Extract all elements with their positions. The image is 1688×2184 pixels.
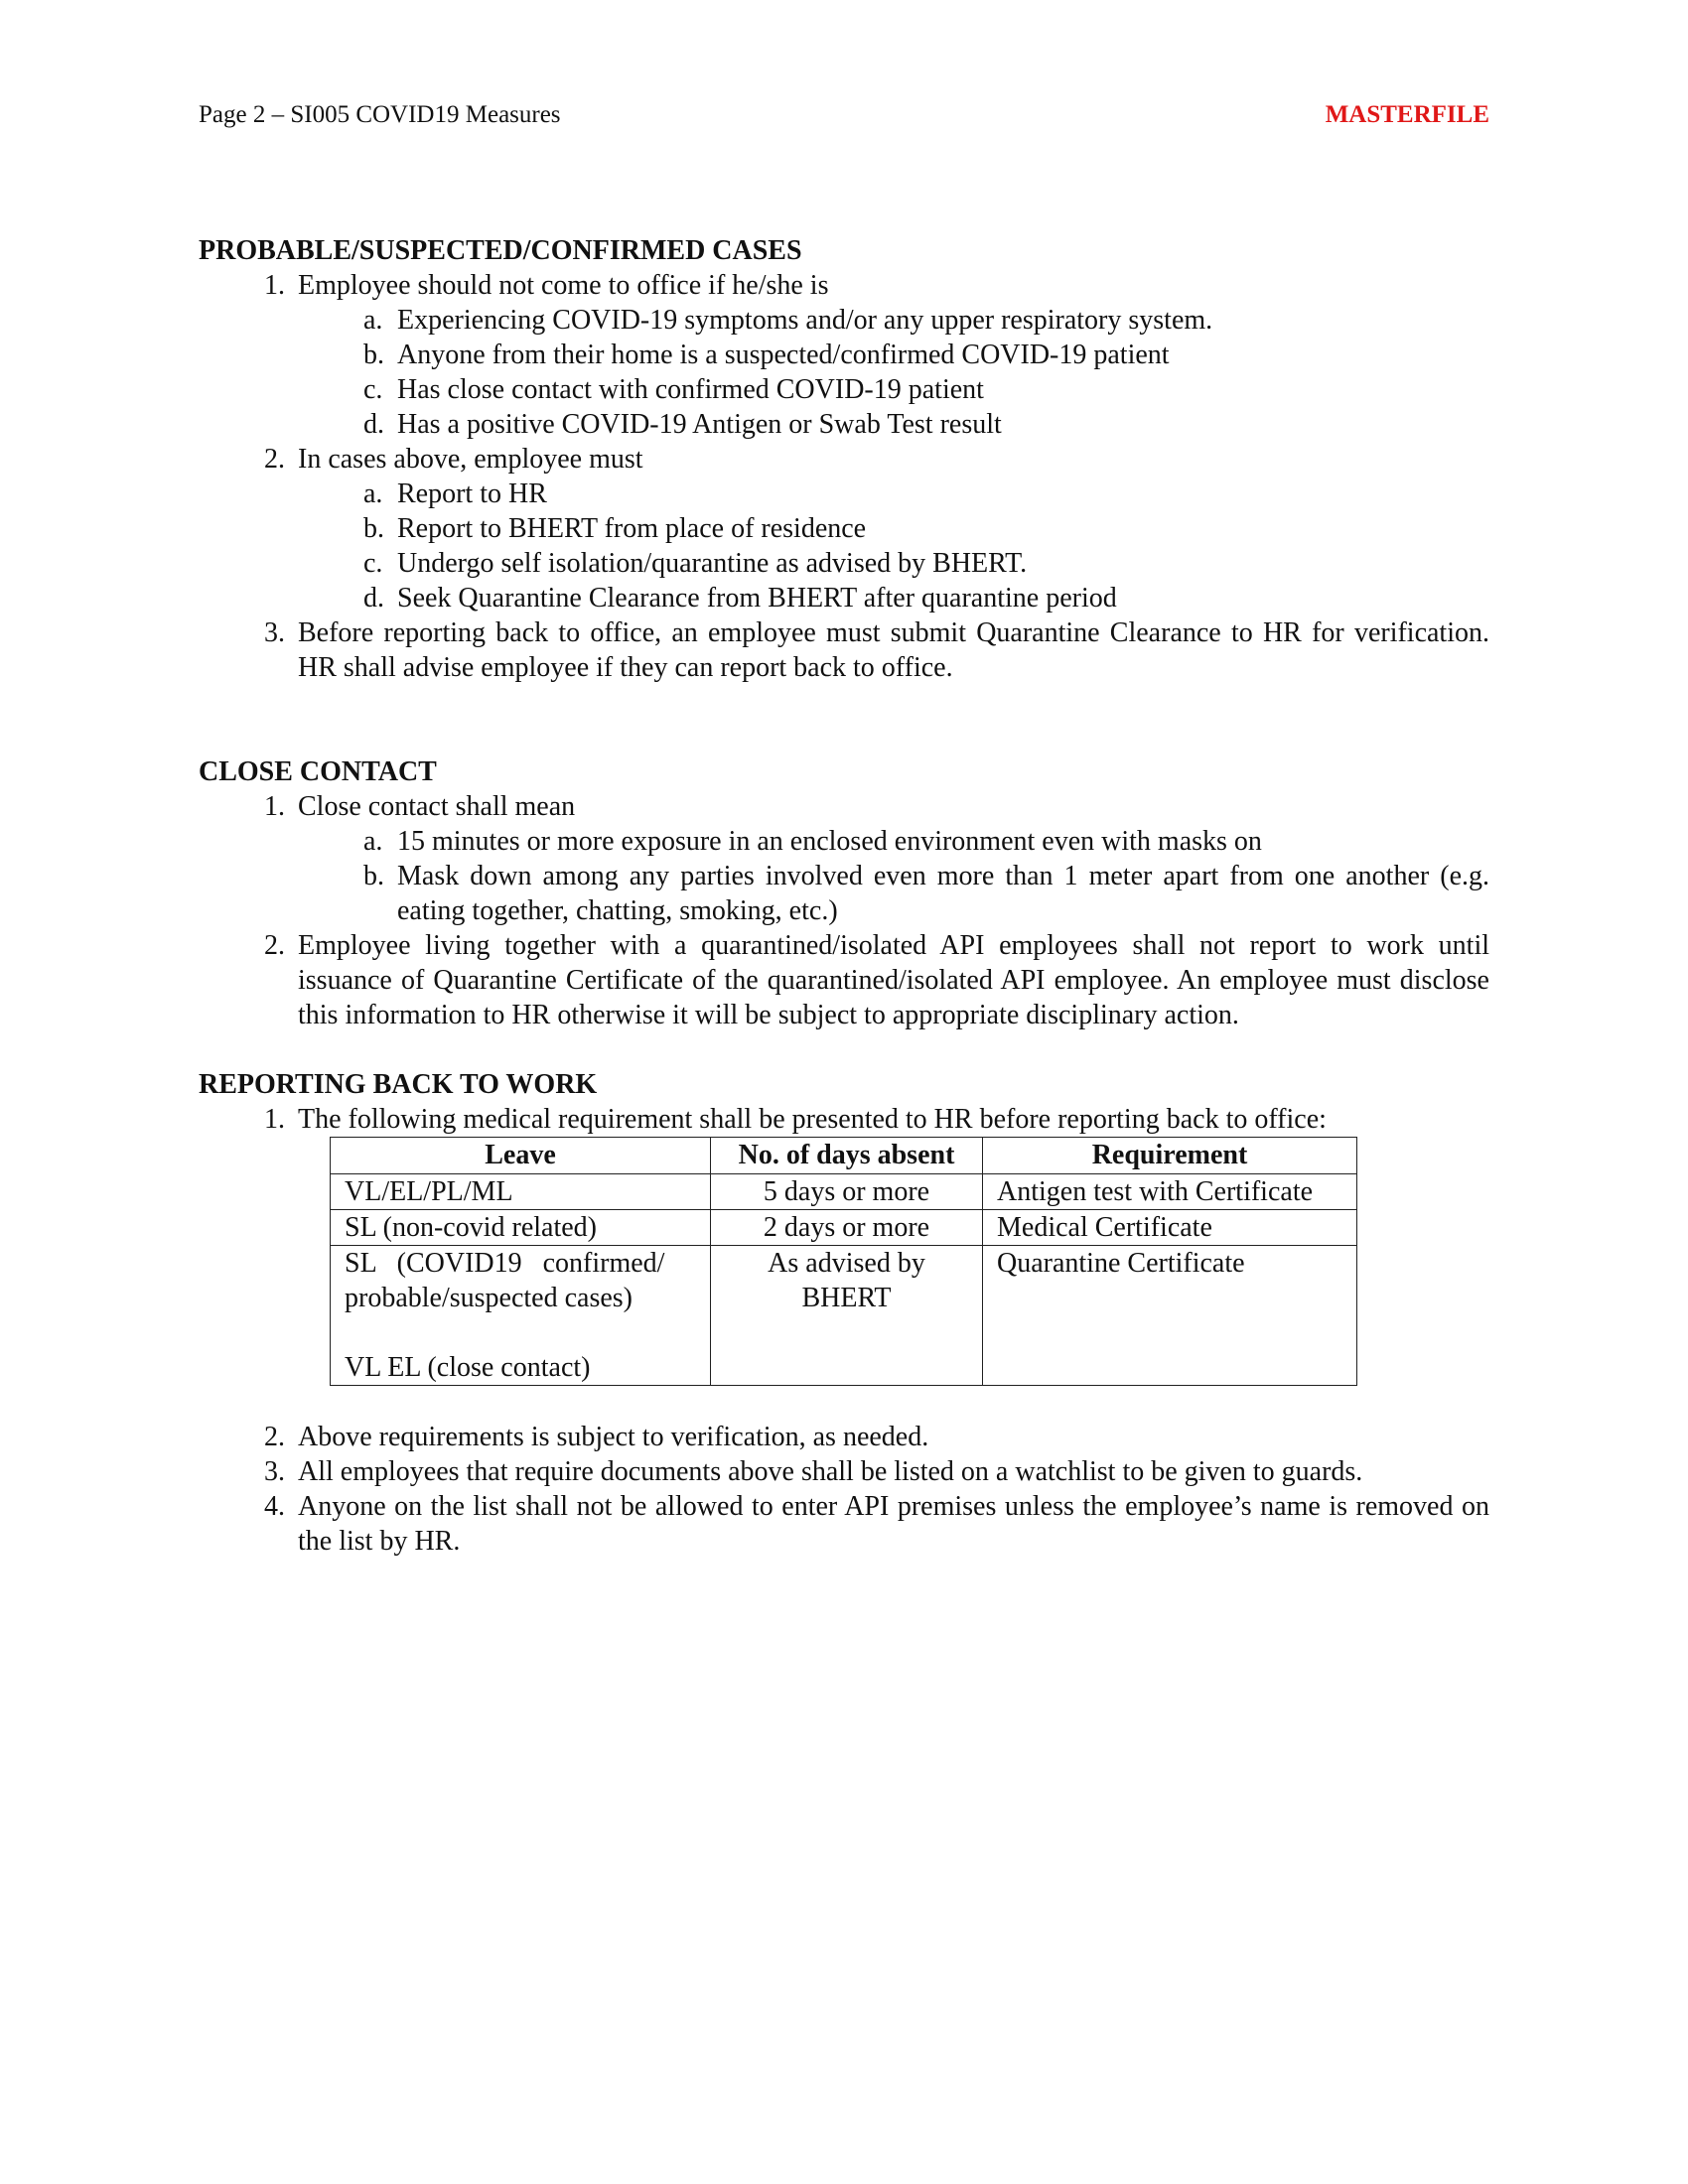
list-text: Above requirements is subject to verification, as needed. bbox=[298, 1422, 929, 1452]
close-contact-list bbox=[199, 789, 1489, 1032]
reporting-back-list-continued bbox=[199, 1420, 1489, 1559]
table-cell-requirement: Medical Certificate bbox=[983, 1210, 1357, 1246]
sub-item bbox=[199, 511, 1489, 546]
sub-text: Seek Quarantine Clearance from BHERT after quarantine period bbox=[397, 583, 1117, 614]
section-title-reporting-back: REPORTING BACK TO WORK bbox=[199, 1069, 598, 1100]
list-number: 4. bbox=[264, 1491, 285, 1522]
list-item bbox=[199, 268, 1489, 303]
sub-item bbox=[199, 407, 1489, 442]
sub-item bbox=[199, 477, 1489, 511]
sub-text: Report to HR bbox=[397, 478, 547, 509]
table-row bbox=[331, 1174, 1357, 1210]
list-item bbox=[199, 1420, 1489, 1454]
list-item bbox=[199, 615, 1489, 685]
sub-item bbox=[199, 372, 1489, 407]
days-line: As advised by bbox=[768, 1248, 925, 1279]
sub-text: Has a positive COVID-19 Antigen or Swab Test result bbox=[397, 409, 1002, 440]
table-cell-requirement: Quarantine Certificate bbox=[983, 1246, 1357, 1386]
sub-letter: b. bbox=[363, 861, 384, 891]
reporting-back-list bbox=[199, 1102, 1489, 1137]
section-title-close-contact: CLOSE CONTACT bbox=[199, 756, 437, 787]
sub-item bbox=[199, 303, 1489, 338]
list-text: Close contact shall mean bbox=[298, 791, 576, 822]
table-cell-leave: VL/EL/PL/ML bbox=[331, 1174, 711, 1210]
table-row bbox=[331, 1210, 1357, 1246]
table-row bbox=[331, 1246, 1357, 1386]
sub-letter: c. bbox=[363, 548, 383, 579]
table-cell-days bbox=[711, 1246, 983, 1386]
list-number: 1. bbox=[264, 791, 285, 822]
days-line: BHERT bbox=[801, 1283, 892, 1313]
sub-item bbox=[199, 546, 1489, 581]
list-item bbox=[199, 442, 1489, 477]
sub-item bbox=[199, 859, 1489, 928]
leave-line: probable/suspected cases) bbox=[345, 1283, 633, 1313]
table-header-row bbox=[331, 1138, 1357, 1174]
list-number: 3. bbox=[264, 617, 285, 648]
sub-item bbox=[199, 338, 1489, 372]
sub-letter: b. bbox=[363, 340, 384, 370]
masterfile-label: MASTERFILE bbox=[1325, 101, 1489, 128]
list-text: Anyone on the list shall not be allowed to enter API premises unless the employee’s name is removed on the list by HR. bbox=[298, 1491, 1489, 1557]
table-cell-days: 2 days or more bbox=[711, 1210, 983, 1246]
sub-letter: b. bbox=[363, 513, 384, 544]
list-number: 2. bbox=[264, 1422, 285, 1452]
sub-letter: d. bbox=[363, 583, 384, 614]
list-text: Employee living together with a quarantined/isolated API employees shall not report to work until issuance of Quarantine Certificate of the quarantined/isolated API employee. An employee must disclose this information to HR otherwise it will be subject to appropriate disciplinary action. bbox=[298, 930, 1489, 1030]
table-header-cell: Requirement bbox=[983, 1138, 1357, 1174]
list-item bbox=[199, 1489, 1489, 1559]
table-cell-leave bbox=[331, 1246, 711, 1386]
list-number: 2. bbox=[264, 930, 285, 961]
sub-text: Anyone from their home is a suspected/confirmed COVID-19 patient bbox=[397, 340, 1170, 370]
table-header-cell: Leave bbox=[331, 1138, 711, 1174]
list-number: 1. bbox=[264, 1104, 285, 1135]
sub-text: Report to BHERT from place of residence bbox=[397, 513, 867, 544]
list-item bbox=[199, 789, 1489, 824]
list-item bbox=[199, 928, 1489, 1032]
cases-list bbox=[199, 268, 1489, 685]
sub-letter: c. bbox=[363, 374, 383, 405]
list-text: All employees that require documents above shall be listed on a watchlist to be given to guards. bbox=[298, 1456, 1363, 1487]
sub-text: Mask down among any parties involved even more than 1 meter apart from one another (e.g. eating together, chatting, smoking, etc.) bbox=[397, 861, 1489, 926]
list-text: Employee should not come to office if he/she is bbox=[298, 270, 829, 301]
sub-letter: a. bbox=[363, 305, 383, 336]
table-cell-leave: SL (non-covid related) bbox=[331, 1210, 711, 1246]
requirements-table bbox=[330, 1137, 1357, 1386]
list-text: In cases above, employee must bbox=[298, 444, 643, 475]
sub-letter: a. bbox=[363, 478, 383, 509]
table-header-cell: No. of days absent bbox=[711, 1138, 983, 1174]
sub-letter: a. bbox=[363, 826, 383, 857]
section-title-cases: PROBABLE/SUSPECTED/CONFIRMED CASES bbox=[199, 235, 802, 266]
table-cell-requirement: Antigen test with Certificate bbox=[983, 1174, 1357, 1210]
list-item bbox=[199, 1454, 1489, 1489]
list-number: 1. bbox=[264, 270, 285, 301]
page-header bbox=[199, 97, 1489, 137]
sub-text: Undergo self isolation/quarantine as advised by BHERT. bbox=[397, 548, 1028, 579]
leave-line: SL (COVID19 confirmed/ bbox=[345, 1248, 665, 1279]
sub-item bbox=[199, 824, 1489, 859]
leave-line: VL EL (close contact) bbox=[345, 1352, 591, 1383]
sub-letter: d. bbox=[363, 409, 384, 440]
list-number: 2. bbox=[264, 444, 285, 475]
sub-item bbox=[199, 581, 1489, 615]
list-text: Before reporting back to office, an employee must submit Quarantine Clearance to HR for verification. HR shall advise employee if they can report back to office. bbox=[298, 617, 1489, 683]
list-text: The following medical requirement shall be presented to HR before reporting back to office: bbox=[298, 1104, 1327, 1135]
sub-text: 15 minutes or more exposure in an enclosed environment even with masks on bbox=[397, 826, 1262, 857]
table-cell-days: 5 days or more bbox=[711, 1174, 983, 1210]
page-header-title: Page 2 – SI005 COVID19 Measures bbox=[199, 101, 561, 128]
list-number: 3. bbox=[264, 1456, 285, 1487]
list-item bbox=[199, 1102, 1489, 1137]
sub-text: Experiencing COVID-19 symptoms and/or any upper respiratory system. bbox=[397, 305, 1213, 336]
document-body bbox=[199, 233, 1489, 1559]
sub-text: Has close contact with confirmed COVID-19 patient bbox=[397, 374, 984, 405]
